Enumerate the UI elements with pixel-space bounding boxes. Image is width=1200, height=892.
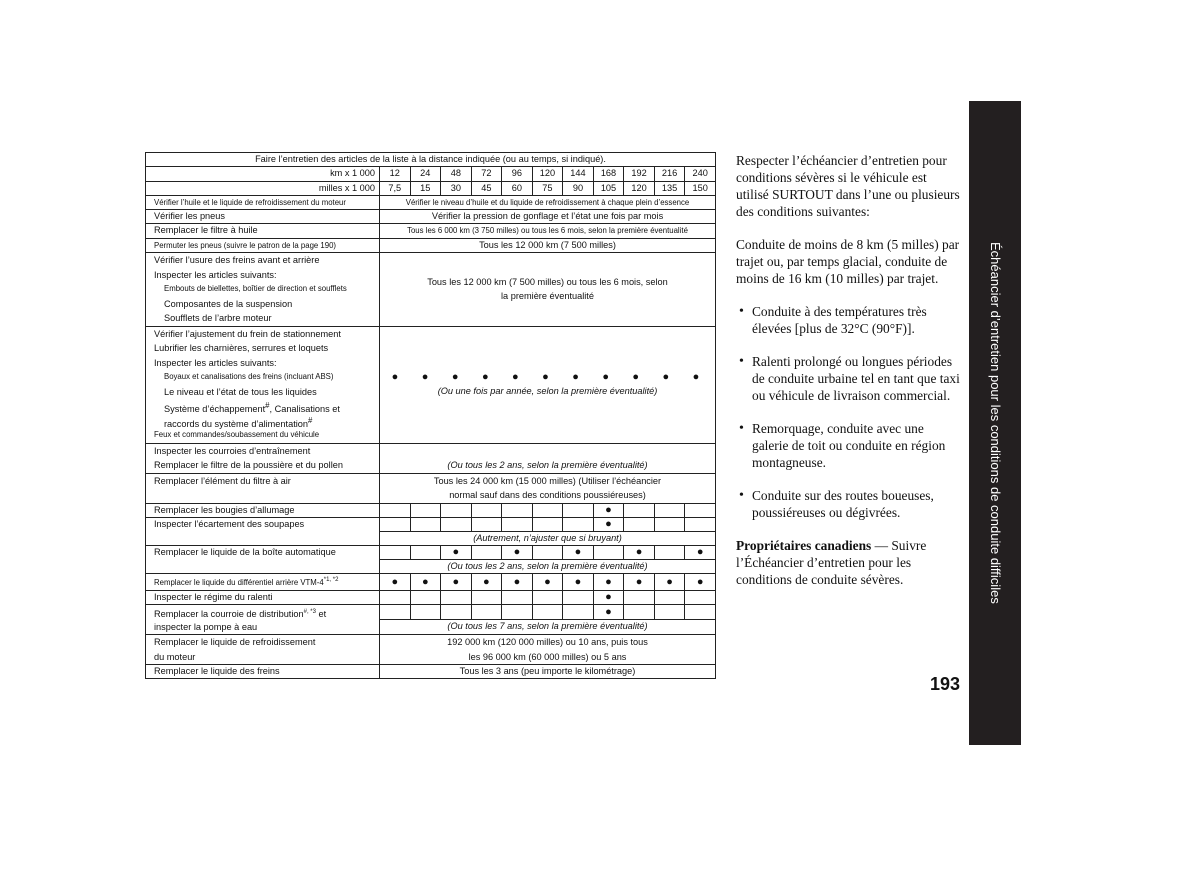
miles-label: milles x 1 000	[146, 181, 380, 195]
dot: ●	[602, 371, 609, 384]
schedule-cell	[471, 503, 502, 517]
km-value: 120	[532, 167, 563, 181]
row-item-label: Remplacer le liquide des freins	[146, 665, 380, 679]
table-row	[146, 546, 716, 560]
dot: ●	[696, 546, 704, 559]
row-item-label: Remplacer le filtre à huile	[146, 224, 380, 238]
dot: ●	[542, 371, 549, 384]
schedule-cell	[471, 590, 502, 604]
schedule-cell	[380, 605, 411, 620]
dot: ●	[605, 590, 612, 603]
schedule-header-note: Faire l’entretien des articles de la liste à la distance indiquée (ou au temps, si indiqué).	[146, 153, 716, 167]
miles-value: 75	[532, 181, 563, 195]
schedule-cell	[380, 574, 411, 590]
dot: ●	[605, 605, 612, 618]
row-item-label: Vérifier l’huile et le liquide de refroidissement du moteur	[146, 195, 380, 209]
interval-dots	[380, 371, 715, 384]
row-item-label: Remplacer le liquide de refroidissement du moteur	[146, 635, 380, 665]
item-line: Composantes de la suspension	[164, 298, 293, 309]
dot: ●	[635, 575, 643, 588]
dot: ●	[391, 371, 399, 384]
section-tab	[969, 101, 1021, 745]
schedule-cell	[410, 574, 441, 590]
schedule-cell	[654, 590, 685, 604]
dot: ●	[421, 575, 429, 588]
row-item-label: Remplacer la courroie de distribution$^{\#, *3}$ et inspecter la pompe à eau	[146, 605, 380, 635]
schedule-cell	[593, 503, 624, 517]
item-line: Vérifier l’ajustement du frein de stationnement	[154, 328, 341, 339]
schedule-cell	[441, 574, 472, 590]
row-interval: Tous les 3 ans (peu importe le kilométrage)	[380, 665, 716, 679]
interval-note: (Autrement, n’ajuster que si bruyant)	[380, 531, 716, 545]
schedule-cell	[410, 590, 441, 604]
km-value: 216	[654, 167, 685, 181]
row-interval: 192 000 km (120 000 milles) ou 10 ans, puis tous les 96 000 km (60 000 milles) ou 5 ans	[380, 635, 716, 665]
schedule-cell	[593, 546, 624, 560]
dot: ●	[632, 371, 640, 384]
schedule-cell	[471, 574, 502, 590]
dot: ●	[421, 371, 429, 384]
item-line: Feux et commandes/soubassement du véhicule	[154, 430, 320, 440]
km-row	[146, 167, 716, 181]
schedule-cell	[502, 503, 533, 517]
schedule-cell	[441, 517, 472, 531]
list-item: • Remorquage, conduite avec une galerie de toit ou conduite en région montagneuse.	[736, 420, 961, 471]
item-line: Inspecter les articles suivants:	[154, 357, 277, 368]
schedule-cell	[532, 517, 563, 531]
row-interval: (Ou tous les 2 ans, selon la première éventualité)	[380, 443, 716, 473]
section-tab-label: Échéancier d’entretien pour les conditions de conduite difficiles	[988, 242, 1003, 604]
row-item-label	[146, 443, 380, 473]
schedule-cell	[624, 590, 655, 604]
schedule-cell	[410, 517, 441, 531]
interval-note: (Ou une fois par année, selon la première éventualité)	[437, 385, 658, 396]
km-value: 24	[410, 167, 441, 181]
table-row	[146, 210, 716, 224]
row-item-label: Inspecter l’écartement des soupapes	[146, 517, 380, 545]
schedule-cell	[410, 605, 441, 620]
km-value: 144	[563, 167, 594, 181]
dot: ●	[605, 503, 612, 516]
km-value: 96	[502, 167, 533, 181]
schedule-cell	[410, 546, 441, 560]
list-item: • Ralenti prolongé ou longues périodes de conduite urbaine tel en tant que taxi ou véhicule de livraison commercial.	[736, 353, 961, 404]
dot: ●	[513, 546, 521, 559]
schedule-cell	[593, 574, 624, 590]
schedule-cell	[532, 546, 563, 560]
schedule-cell	[654, 503, 685, 517]
schedule-cell	[441, 503, 472, 517]
schedule-cell	[441, 605, 472, 620]
dot: ●	[574, 546, 582, 559]
schedule-cell	[502, 517, 533, 531]
table-row	[146, 605, 716, 620]
table-row	[146, 326, 716, 443]
list-item: • Conduite à des températures très élevées [plus de 32°C (90°F)].	[736, 303, 961, 337]
schedule-cell	[563, 517, 594, 531]
miles-value: 15	[410, 181, 441, 195]
km-value: 192	[624, 167, 655, 181]
km-label: km x 1 000	[146, 167, 380, 181]
km-value: 48	[441, 167, 472, 181]
dot: ●	[605, 517, 612, 530]
dot: ●	[544, 575, 551, 588]
schedule-cell	[380, 517, 411, 531]
severe-conditions-text	[736, 152, 961, 604]
row-item-label	[146, 326, 380, 443]
miles-value: 150	[685, 181, 716, 195]
schedule-cell	[685, 517, 716, 531]
schedule-cell	[654, 605, 685, 620]
table-row	[146, 473, 716, 503]
dot: ●	[666, 575, 673, 588]
schedule-cell	[685, 503, 716, 517]
schedule-cell	[532, 605, 563, 620]
schedule-cell	[502, 546, 533, 560]
dot: ●	[452, 575, 460, 588]
miles-row	[146, 181, 716, 195]
dot: ●	[481, 371, 489, 384]
item-line: Inspecter les articles suivants:	[154, 269, 277, 280]
miles-value: 30	[441, 181, 472, 195]
dot: ●	[574, 575, 582, 588]
table-row	[146, 665, 716, 679]
table-row	[146, 443, 716, 473]
schedule-cell	[593, 590, 624, 604]
row-interval: Vérifier la pression de gonflage et l’état une fois par mois	[380, 210, 716, 224]
schedule-cell	[502, 590, 533, 604]
dot: ●	[483, 575, 490, 588]
item-line: Vérifier l’usure des freins avant et arrière	[154, 255, 320, 266]
schedule-cell	[502, 605, 533, 620]
schedule-cell	[532, 574, 563, 590]
miles-value: 90	[563, 181, 594, 195]
item-line: Remplacer le filtre de la poussière et du pollen	[154, 460, 343, 471]
dot: ●	[696, 575, 704, 588]
schedule-cell	[380, 546, 411, 560]
row-interval: Tous les 12 000 km (7 500 milles)	[380, 238, 716, 252]
table-row	[146, 590, 716, 604]
table-row	[146, 195, 716, 209]
row-interval	[380, 326, 716, 443]
item-line: Boyaux et canalisations des freins (incluant ABS)	[164, 372, 334, 382]
dot: ●	[451, 371, 459, 384]
schedule-cell	[471, 605, 502, 620]
schedule-cell	[563, 605, 594, 620]
schedule-cell	[624, 517, 655, 531]
schedule-cell	[685, 590, 716, 604]
miles-value: 7,5	[380, 181, 411, 195]
row-item-label: Permuter les pneus (suivre le patron de la page 190)	[146, 238, 380, 252]
dot: ●	[692, 371, 700, 384]
short-trips-paragraph: Conduite de moins de 8 km (5 milles) par trajet ou, par temps glacial, conduite de moins de 16 km (10 milles) par trajet.	[736, 237, 960, 286]
schedule-cell	[532, 590, 563, 604]
item-line: Le niveau et l’état de tous les liquides	[164, 386, 317, 397]
item-line: Embouts de biellettes, boîtier de direction et soufflets	[164, 284, 347, 294]
schedule-cell	[685, 546, 716, 560]
schedule-cell	[471, 517, 502, 531]
table-row	[146, 224, 716, 238]
list-item: • Conduite sur des routes boueuses, poussiéreuses ou dégivrées.	[736, 487, 961, 521]
miles-value: 60	[502, 181, 533, 195]
page-number: 193	[929, 674, 960, 694]
schedule-cell	[685, 605, 716, 620]
row-item-label: Remplacer le liquide du différentiel arrière VTM-$4^{*1, *2}$	[146, 574, 380, 590]
table-row	[146, 517, 716, 531]
miles-value: 120	[624, 181, 655, 195]
schedule-cell	[654, 517, 685, 531]
schedule-cell	[502, 574, 533, 590]
row-interval: Tous les 6 000 km (3 750 milles) ou tous les 6 mois, selon la première éventualité	[380, 224, 716, 238]
schedule-cell	[563, 590, 594, 604]
row-item-label: Remplacer le liquide de la boîte automatique	[146, 546, 380, 574]
km-value: 168	[593, 167, 624, 181]
schedule-cell	[624, 574, 655, 590]
dot: ●	[605, 575, 612, 588]
schedule-cell	[624, 546, 655, 560]
dot: ●	[662, 371, 670, 384]
km-value: 72	[471, 167, 502, 181]
miles-value: 135	[654, 181, 685, 195]
schedule-cell	[624, 503, 655, 517]
table-row	[146, 574, 716, 590]
item-line: Système d’échappement#, Canalisations et	[164, 401, 340, 415]
schedule-cell	[624, 605, 655, 620]
schedule-cell	[654, 546, 685, 560]
table-row	[146, 253, 716, 327]
dot: ●	[572, 371, 579, 384]
dot: ●	[452, 546, 460, 559]
schedule-cell	[563, 574, 594, 590]
schedule-cell	[380, 590, 411, 604]
schedule-cell	[441, 590, 472, 604]
table-row	[146, 635, 716, 665]
item-line: Inspecter les courroies d’entraînement	[154, 445, 311, 456]
row-interval: Tous les 24 000 km (15 000 milles) (Utiliser l’échéancier normal sauf dans des conditions poussiéreuses)	[380, 473, 716, 503]
row-item-label: Vérifier les pneus	[146, 210, 380, 224]
item-line: Lubrifier les charnières, serrures et loquets	[154, 343, 329, 354]
schedule-cell	[593, 605, 624, 620]
schedule-cell	[410, 503, 441, 517]
schedule-cell	[532, 503, 563, 517]
schedule-cell	[380, 503, 411, 517]
miles-value: 105	[593, 181, 624, 195]
table-row	[146, 238, 716, 252]
row-interval: Vérifier le niveau d’huile et du liquide de refroidissement à chaque plein d’essence	[380, 195, 716, 209]
table-row	[146, 503, 716, 517]
schedule-cell	[563, 546, 594, 560]
interval-note: (Ou tous les 2 ans, selon la première éventualité)	[380, 560, 716, 574]
schedule-cell	[441, 546, 472, 560]
dot: ●	[635, 546, 643, 559]
schedule-cell	[654, 574, 685, 590]
schedule-cell	[563, 503, 594, 517]
dot: ●	[512, 371, 519, 384]
row-interval: Tous les 12 000 km (7 500 milles) ou tous les 6 mois, selon la première éventualité	[380, 253, 716, 327]
schedule-cell	[593, 517, 624, 531]
row-item-label	[146, 253, 380, 327]
maintenance-schedule-table	[145, 152, 716, 679]
miles-value: 45	[471, 181, 502, 195]
row-item-label: Inspecter le régime du ralenti	[146, 590, 380, 604]
schedule-cell	[471, 546, 502, 560]
interval-note: (Ou tous les 7 ans, selon la première éventualité)	[380, 619, 716, 634]
item-line: raccords du système d’alimentation#	[164, 415, 313, 429]
dot: ●	[513, 575, 521, 588]
row-item-label: Remplacer l’élément du filtre à air	[146, 473, 380, 503]
canadian-owners-paragraph: Propriétaires canadiens — Suivre l’Échéancier d’entretien pour les conditions de conduite sévères.	[736, 538, 927, 587]
dot: ●	[391, 575, 399, 588]
km-value: 240	[685, 167, 716, 181]
intro-paragraph: Respecter l’échéancier d’entretien pour conditions sévères si le véhicule est utilisé SURTOUT dans l’une ou plusieurs des conditions suivantes:	[736, 153, 960, 219]
schedule-cell	[685, 574, 716, 590]
canadian-owners-label: Propriétaires canadiens	[736, 538, 872, 553]
row-item-label: Remplacer les bougies d’allumage	[146, 503, 380, 517]
conditions-list	[736, 303, 961, 521]
item-line: Soufflets de l’arbre moteur	[164, 313, 272, 324]
table-row	[146, 153, 716, 167]
km-value: 12	[380, 167, 411, 181]
